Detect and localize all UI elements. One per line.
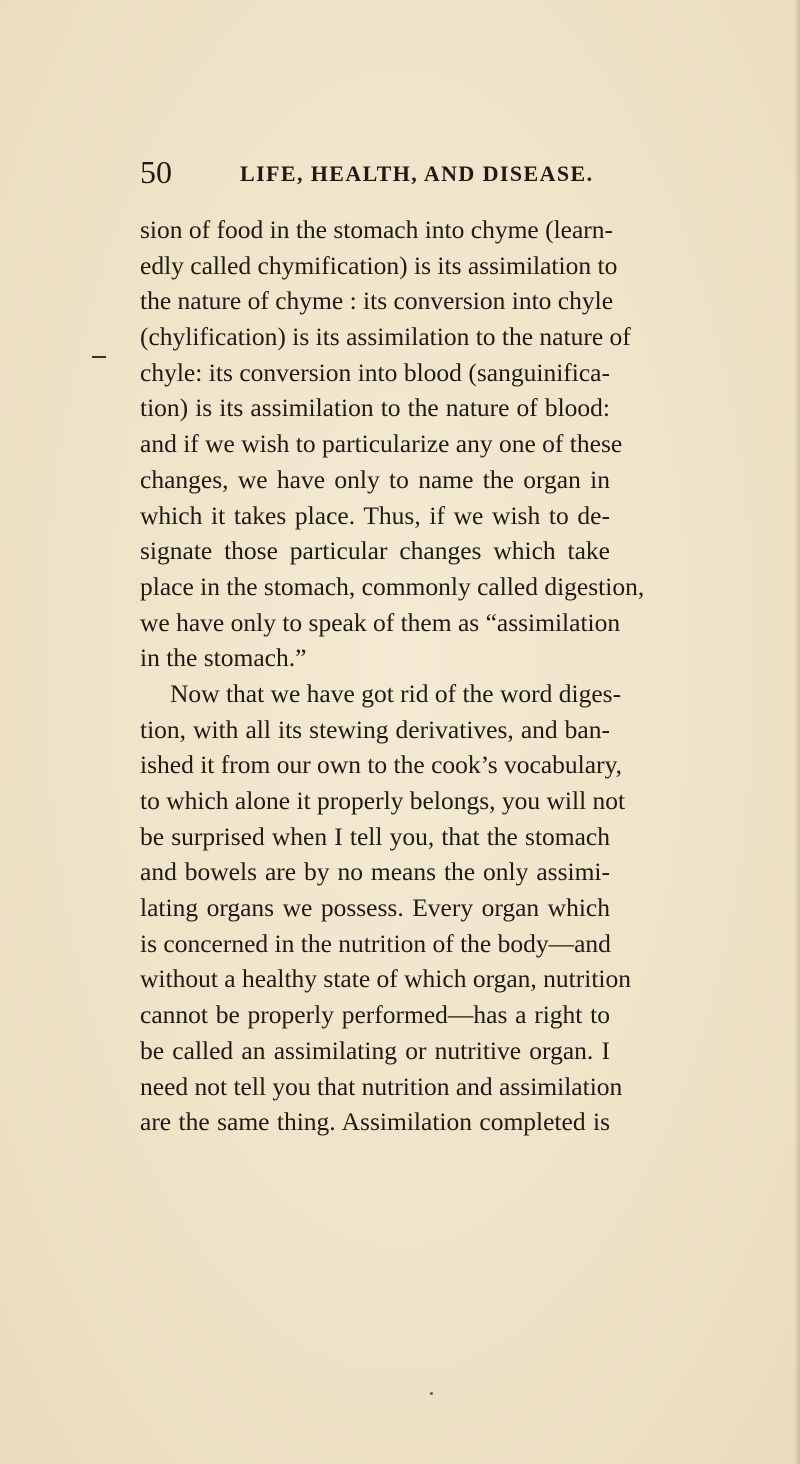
text-line: need not tell you that nutrition and assimilation xyxy=(140,1071,623,1101)
text-line: the nature of chyme : its conversion into chyle xyxy=(140,286,614,316)
text-line: chyle: its conversion into blood (sanguinifica- xyxy=(140,357,610,387)
text-line: be called an assimilating or nutritive organ. I xyxy=(140,1035,610,1065)
text-line: place in the stomach, commonly called digestion, xyxy=(140,571,645,601)
text-line: tion, with all its stewing derivatives, and ban- xyxy=(140,714,610,744)
text-line: are the same thing. Assimilation completed is xyxy=(140,1107,610,1137)
page-edge-shadow xyxy=(794,0,800,1464)
paper-speck xyxy=(430,1392,433,1395)
text-line: sion of food in the stomach into chyme (learn- xyxy=(140,215,614,244)
text-line: (chylification) is its assimilation to the nature of xyxy=(140,322,631,352)
body-text xyxy=(140,212,645,1140)
text-line: edly called chymification) is its assimilation to xyxy=(140,250,618,280)
margin-mark xyxy=(92,356,106,358)
text-line: to which alone it properly belongs, you will not xyxy=(140,786,626,815)
text-line: without a healthy state of which organ, nutrition xyxy=(140,964,632,994)
text-line: is concerned in the nutrition of the body—and xyxy=(140,928,611,958)
text-line: ished it from our own to the cook’s vocabulary, xyxy=(140,750,623,780)
page-header xyxy=(140,152,610,192)
text-line: signate those particular changes which take xyxy=(140,536,610,566)
text-line: which it takes place. Thus, if we wish to de- xyxy=(140,500,610,530)
running-head: LIFE, HEALTH, AND DISEASE. xyxy=(240,161,594,186)
text-line: changes, we have only to name the organ in xyxy=(140,464,610,494)
text-line: and if we wish to particularize any one of these xyxy=(140,429,623,459)
text-line: Now that we have got rid of the word diges- xyxy=(170,678,622,708)
text-line: and bowels are by no means the only assimi- xyxy=(140,857,610,887)
text-line: we have only to speak of them as “assimilation xyxy=(140,607,621,637)
page-number: 50 xyxy=(140,154,172,190)
text-line: in the stomach.” xyxy=(140,643,307,673)
text-line: lating organs we possess. Every organ which xyxy=(140,893,610,923)
text-line: cannot be properly performed—has a right to xyxy=(140,1000,610,1030)
text-line: tion) is its assimilation to the nature of blood: xyxy=(140,393,610,423)
text-line: be surprised when I tell you, that the stomach xyxy=(140,821,610,851)
